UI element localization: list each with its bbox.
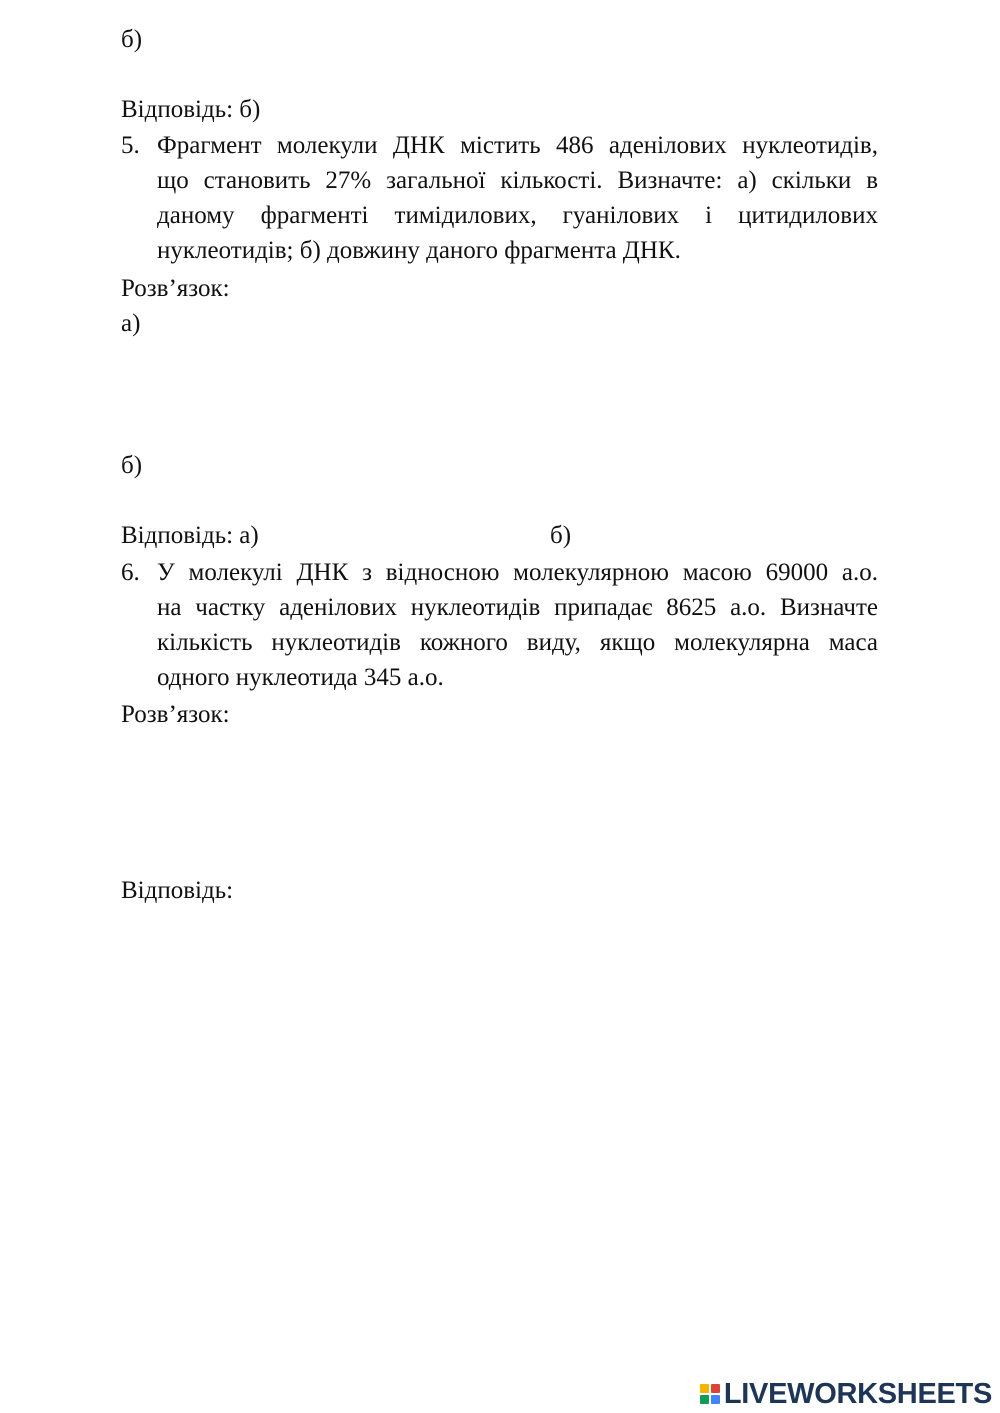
question-5-solution-label: Розв’язок: — [121, 275, 230, 302]
question-6-text — [157, 555, 878, 695]
logo-text: LIVEWORKSHEETS — [723, 1377, 992, 1410]
question-5-line: що становить 27% загальної кількості. Визначте: а) скільки в — [157, 167, 878, 194]
question-5-number: 5. — [121, 132, 140, 159]
question-5-part-b: б) — [121, 452, 143, 479]
part-b-label-top: б) — [121, 26, 143, 53]
question-5-line: нуклеотидів; б) довжину даного фрагмента ДНК. — [157, 237, 681, 264]
logo-mark-cell — [700, 1384, 709, 1393]
logo-mark-cell — [700, 1395, 709, 1404]
question-6-line: одного нуклеотида 345 а.о. — [157, 664, 444, 691]
answer-previous: Відповідь: б) — [121, 96, 261, 123]
question-5-line: даному фрагменті тимідилових, гуанілових і цитидилових — [157, 202, 878, 229]
liveworksheets-logo — [700, 1377, 992, 1411]
question-5-part-a: а) — [121, 310, 141, 337]
question-6-line: кількість нуклеотидів кожного виду, якщо молекулярна маса — [157, 629, 878, 656]
question-6-solution-label: Розв’язок: — [121, 701, 230, 728]
question-6-line: У молекулі ДНК з відносною молекулярною масою 69000 а.о. — [157, 559, 878, 586]
question-6-answer-label: Відповідь: — [121, 877, 234, 904]
question-5-text — [157, 128, 878, 268]
question-6-line: на частку аденілових нуклеотидів припадає 8625 а.о. Визначте — [157, 594, 878, 621]
question-5-answer-b: б) — [550, 522, 572, 549]
logo-mark-cell — [711, 1395, 720, 1404]
question-5-answer-a: Відповідь: а) — [121, 522, 259, 549]
logo-mark-cell — [711, 1384, 720, 1393]
logo-mark-icon — [700, 1384, 720, 1404]
question-6-number: 6. — [121, 559, 140, 586]
question-5-line: Фрагмент молекули ДНК містить 486 аденілових нуклеотидів, — [157, 132, 878, 159]
